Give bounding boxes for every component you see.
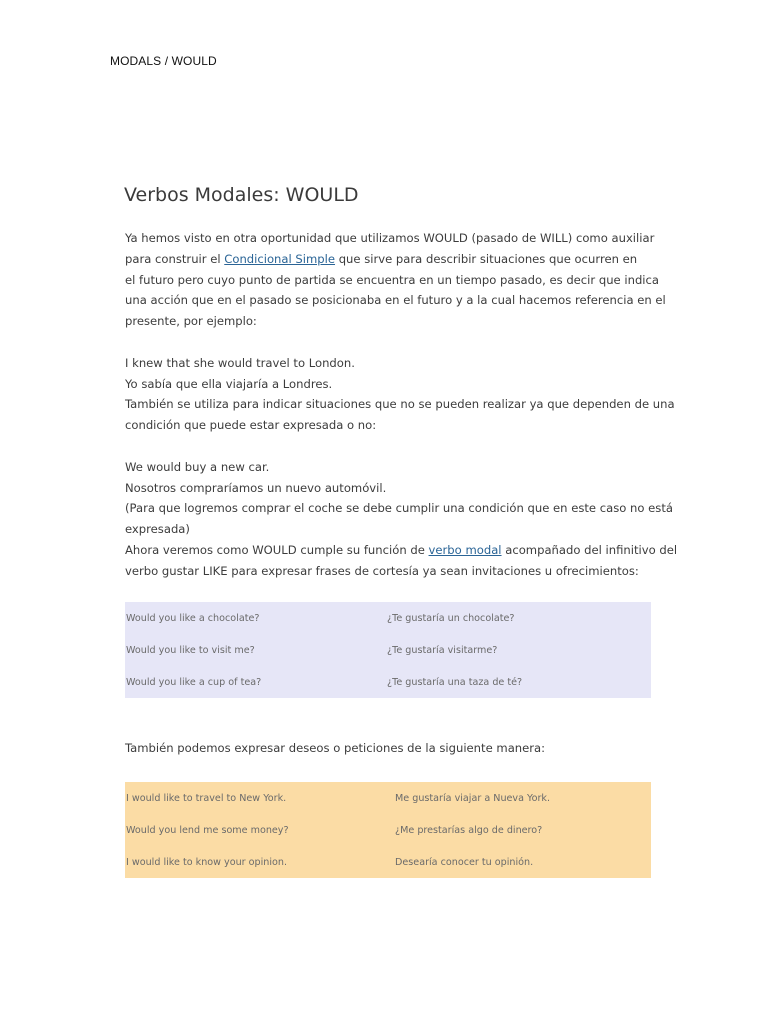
intro-line-3: el futuro pero cuyo punto de partida se encuentra en un tiempo pasado, es decir que indica [125, 272, 660, 287]
example-1-spanish: Yo sabía que ella viajaría a Londres. [125, 376, 333, 391]
article-body [125, 228, 678, 582]
courtesy-line-1-before: Ahora veremos como WOULD cumple su función de [125, 542, 429, 557]
condition-line-2: condición que puede estar expresada o no: [125, 418, 377, 433]
table-cell-english: I would like to travel to New York. [126, 792, 287, 804]
condicional-simple-link[interactable]: Condicional Simple [224, 251, 336, 266]
wishes-intro: También podemos expresar deseos o peticiones de la siguiente manera: [125, 741, 546, 755]
verbo-modal-link[interactable]: verbo modal [428, 542, 502, 557]
courtesy-line-2: verbo gustar LIKE para expresar frases de cortesía ya sean invitaciones u ofrecimientos: [125, 563, 639, 578]
spacer [125, 436, 665, 457]
offers-table [125, 602, 651, 698]
example-1-english: I knew that she would travel to London. [125, 355, 355, 370]
table-cell-spanish: Desearía conocer tu opinión. [395, 856, 534, 868]
table-cell-english: Would you lend me some money? [126, 824, 289, 836]
table-cell-english: Would you like a cup of tea? [126, 676, 262, 688]
courtesy-line-1 [125, 540, 678, 561]
wishes-table [125, 782, 651, 878]
table-cell-spanish: ¿Te gustaría visitarme? [387, 644, 498, 656]
table-cell-spanish: ¿Me prestarías algo de dinero? [395, 824, 543, 836]
table-row [125, 846, 651, 878]
table-row [125, 634, 651, 666]
intro-line-2 [125, 249, 665, 270]
example-2-english: We would buy a new car. [125, 459, 270, 474]
table-row [125, 782, 651, 814]
intro-line-1: Ya hemos visto en otra oportunidad que utilizamos WOULD (pasado de WILL) como auxiliar [125, 231, 655, 245]
example-2-spanish: Nosotros compraríamos un nuevo automóvil. [125, 480, 387, 495]
intro-line-2-after: que sirve para describir situaciones que ocurren en [335, 251, 638, 266]
intro-line-4: una acción que en el pasado se posicionaba en el futuro y a la cual hacemos referencia en el [125, 293, 666, 308]
table-cell-spanish: ¿Te gustaría un chocolate? [387, 612, 515, 624]
table-cell-spanish: ¿Te gustaría una taza de té? [387, 676, 523, 688]
table-row [125, 602, 651, 634]
spacer [125, 332, 665, 353]
article-title: Verbos Modales: WOULD [124, 184, 359, 206]
table-cell-english: Would you like a chocolate? [126, 612, 260, 624]
table-cell-spanish: Me gustaría viajar a Nueva York. [395, 792, 551, 804]
example-2-note-2: expresada) [125, 522, 190, 537]
table-row [125, 666, 651, 698]
courtesy-line-1-after: acompañado del infinitivo del [501, 542, 678, 557]
intro-line-2-before: para construir el [125, 251, 225, 266]
page-header: MODALS / WOULD [110, 54, 217, 68]
table-cell-english: Would you like to visit me? [126, 644, 255, 656]
example-2-note-1: (Para que logremos comprar el coche se debe cumplir una condición que en este caso no está [125, 501, 673, 516]
intro-line-5: presente, por ejemplo: [125, 314, 257, 329]
condition-line-1: También se utiliza para indicar situaciones que no se pueden realizar ya que dependen de una [125, 397, 675, 412]
table-row [125, 814, 651, 846]
table-cell-english: I would like to know your opinion. [126, 856, 288, 868]
